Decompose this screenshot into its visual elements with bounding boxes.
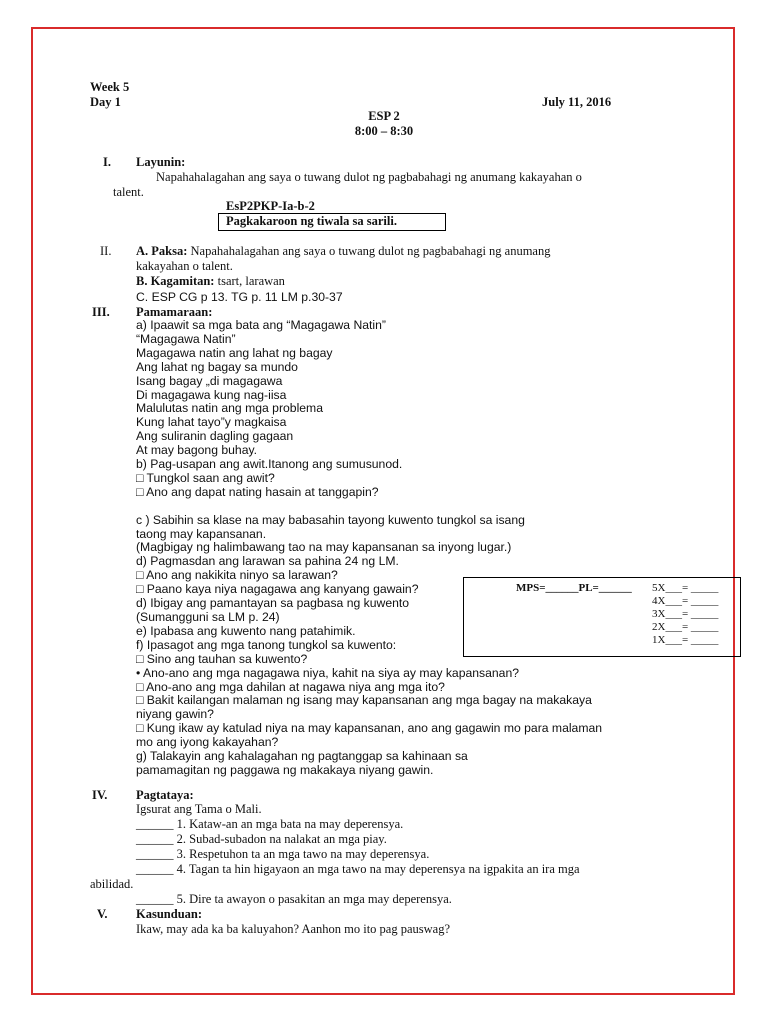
procedure-line: Di magagawa kung nag-iisa — [136, 387, 287, 402]
procedure-line: e) Ipabasa ang kuwento nang patahimik. — [136, 623, 356, 638]
paksa-line — [136, 244, 550, 259]
procedure-line: □ Sino ang tauhan sa kuwento? — [136, 651, 308, 666]
assessment-item: ______ 5. Dire ta awayon o pasakitan an mga may deperensya. — [136, 892, 452, 906]
procedure-line: g) Talakayin ang kahalagahan ng pagtanggap sa kahinaan sa — [136, 749, 468, 764]
procedure-line: d) Pagmasdan ang larawan sa pahina 24 ng LM. — [136, 554, 399, 569]
procedure-line: Malulutas natin ang mga problema — [136, 401, 323, 416]
time-label: 8:00 – 8:30 — [354, 124, 414, 138]
procedure-line: □ Tungkol saan ang awit? — [136, 470, 275, 485]
section2-numeral: II. — [100, 244, 112, 258]
references-line: C. ESP CG p 13. TG p. 11 LM p.30-37 — [136, 290, 343, 304]
section1-numeral: I. — [103, 155, 111, 169]
procedure-line: b) Pag-usapan ang awit.Itanong ang sumusunod. — [136, 457, 403, 472]
mps-pl-label: MPS=______PL=______ — [516, 582, 632, 594]
assessment-instruction: Igsurat ang Tama o Mali. — [136, 802, 262, 816]
assignment-text: Ikaw, may ada ka ba kaluyahon? Aanhon mo ito pag pauswag? — [136, 922, 451, 936]
procedure-line: taong may kapansanan. — [136, 526, 267, 541]
procedure-line: (Sumangguni sa LM p. 24) — [136, 610, 280, 625]
procedure-line: □ Ano ang dapat nating hasain at tanggapin? — [136, 484, 379, 499]
procedure-line: □ Bakit kailangan malaman ng isang may kapansanan ang mga bagay na makakaya — [136, 693, 592, 708]
procedure-line: Magagawa natin ang lahat ng bagay — [136, 345, 333, 360]
section4-heading: Pagtataya: — [136, 788, 194, 802]
assessment-item: ______ 1. Kataw-an an mga bata na may deperensya. — [136, 817, 404, 831]
assessment-item: ______ 4. Tagan ta hin higayaon an mga tawo na may deperensya na igpakita an ira mga — [136, 862, 580, 876]
kagamitan-text: tsart, larawan — [217, 274, 285, 288]
value-text: Pagkakaroon ng tiwala sa sarili. — [226, 214, 397, 228]
mps-row: 2X___= _____ — [652, 621, 719, 633]
procedure-line: pamamagitan ng paggawa ng makakaya niyang gawin. — [136, 762, 434, 777]
procedure-line: • Ano-ano ang mga nagagawa niya, kahit na siya ay may kapansanan? — [136, 665, 520, 680]
procedure-line: niyang gawin? — [136, 707, 214, 722]
procedure-line: mo ang iyong kakayahan? — [136, 735, 279, 750]
procedure-line: At may bagong buhay. — [136, 443, 258, 458]
procedure-line: Ang lahat ng bagay sa mundo — [136, 359, 298, 374]
paksa-text-cont: kakayahan o talent. — [136, 259, 233, 273]
assessment-item-cont: abilidad. — [90, 877, 134, 891]
procedure-line: c ) Sabihin sa klase na may babasahin tayong kuwento tungkol sa isang — [136, 512, 525, 527]
section3-heading: Pamamaraan: — [136, 305, 213, 319]
procedure-line: a) Ipaawit sa mga bata ang “Magagawa Natin” — [136, 318, 386, 332]
procedure-line: f) Ipasagot ang mga tanong tungkol sa kuwento: — [136, 637, 397, 652]
week-label: Week 5 — [90, 80, 130, 94]
procedure-blank-line — [136, 500, 602, 514]
procedure-line: Isang bagay „di magagawa — [136, 373, 283, 388]
kagamitan-label: B. Kagamitan: — [136, 274, 215, 288]
section5-numeral: V. — [97, 907, 108, 921]
procedure-line: □ Ano ang nakikita ninyo sa larawan? — [136, 568, 338, 583]
objective-line1: Napahahalagahan ang saya o tuwang dulot ng pagbabahagi ng anumang kakayahan o — [156, 170, 582, 184]
assessment-item: ______ 2. Subad-subadon na nalakat an mga piay. — [136, 832, 387, 846]
day-label: Day 1 — [90, 95, 121, 109]
paksa-text: Napahahalagahan ang saya o tuwang dulot ng pagbabahagi ng anumang — [190, 244, 551, 258]
objective-line2: talent. — [113, 185, 144, 199]
procedure-line: Kung lahat tayo”y magkaisa — [136, 415, 287, 430]
procedure-line: □ Kung ikaw ay katulad niya na may kapansanan, ano ang gagawin mo para malaman — [136, 721, 603, 736]
procedure-line: Ang suliranin dagling gagaan — [136, 429, 294, 444]
mps-row: 3X___= _____ — [652, 608, 719, 620]
section1-heading: Layunin: — [136, 155, 186, 169]
section4-numeral: IV. — [92, 788, 108, 802]
assessment-item: ______ 3. Respetuhon ta an mga tawo na may deperensya. — [136, 847, 430, 861]
procedure-line: □ Paano kaya niya nagagawa ang kanyang gawain? — [136, 582, 419, 597]
mps-row: 4X___= _____ — [652, 595, 719, 607]
section5-heading: Kasunduan: — [136, 907, 203, 921]
procedure-line: “Magagawa Natin” — [136, 331, 236, 346]
procedure-list — [136, 319, 602, 778]
kagamitan-line — [136, 274, 285, 289]
mps-row: 5X___= _____ — [652, 582, 719, 594]
subject-title: ESP 2 — [368, 109, 400, 123]
date-label: July 11, 2016 — [542, 95, 612, 109]
section3-numeral: III. — [92, 305, 110, 319]
procedure-line: (Magbigay ng halimbawang tao na may kapansanan sa inyong lugar.) — [136, 540, 512, 555]
paksa-label: A. Paksa: — [136, 244, 188, 258]
competency-code: EsP2PKP-Ia-b-2 — [226, 199, 315, 213]
procedure-line: □ Ano-ano ang mga dahilan at nagawa niya ang mga ito? — [136, 679, 445, 694]
procedure-line: d) Ibigay ang pamantayan sa pagbasa ng kuwento — [136, 596, 410, 611]
mps-row: 1X___= _____ — [652, 634, 719, 646]
